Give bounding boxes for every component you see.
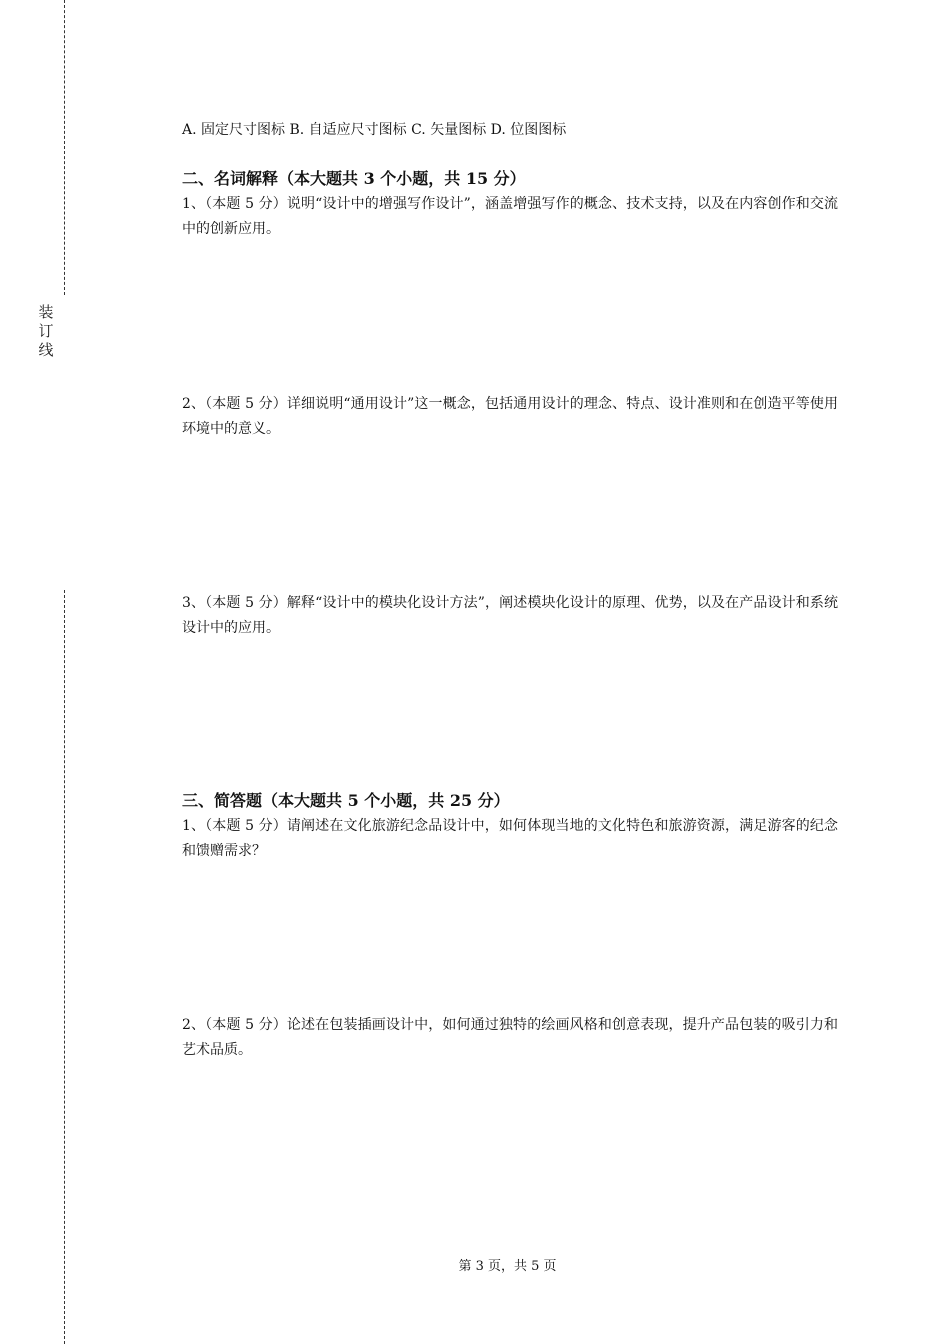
binding-label-char: 装	[38, 303, 54, 321]
question-definition-1: 1、（本题 5 分）说明“设计中的增强写作设计”，涵盖增强写作的概念、技术支持，以及在内容创作和交流中的创新应用。	[182, 196, 838, 237]
question-definition-2: 2、（本题 5 分）详细说明“通用设计”这一概念，包括通用设计的理念、特点、设计准则和在创造平等使用环境中的意义。	[182, 396, 838, 437]
binding-label-char: 线	[38, 341, 54, 359]
question-short-answer-1: 1、（本题 5 分）请阐述在文化旅游纪念品设计中，如何体现当地的文化特色和旅游资源，满足游客的纪念和馈赠需求？	[182, 818, 838, 859]
binding-line-bottom	[64, 590, 65, 1344]
section-title-short-answer: 三、简答题（本大题共 5 个小题，共 25 分）	[182, 791, 510, 810]
binding-line-top	[64, 0, 65, 295]
binding-label-char: 订	[38, 322, 54, 340]
binding-label	[37, 303, 55, 360]
page-number: 第 3 页，共 5 页	[458, 1259, 557, 1274]
choice-options: A. 固定尺寸图标 B. 自适应尺寸图标 C. 矢量图标 D. 位图图标	[182, 122, 567, 138]
section-title-definitions: 二、名词解释（本大题共 3 个小题，共 15 分）	[182, 169, 526, 188]
question-short-answer-2: 2、（本题 5 分）论述在包装插画设计中，如何通过独特的绘画风格和创意表现，提升产品包装的吸引力和艺术品质。	[182, 1017, 838, 1058]
question-definition-3: 3、（本题 5 分）解释“设计中的模块化设计方法”，阐述模块化设计的原理、优势，以及在产品设计和系统设计中的应用。	[182, 595, 838, 636]
